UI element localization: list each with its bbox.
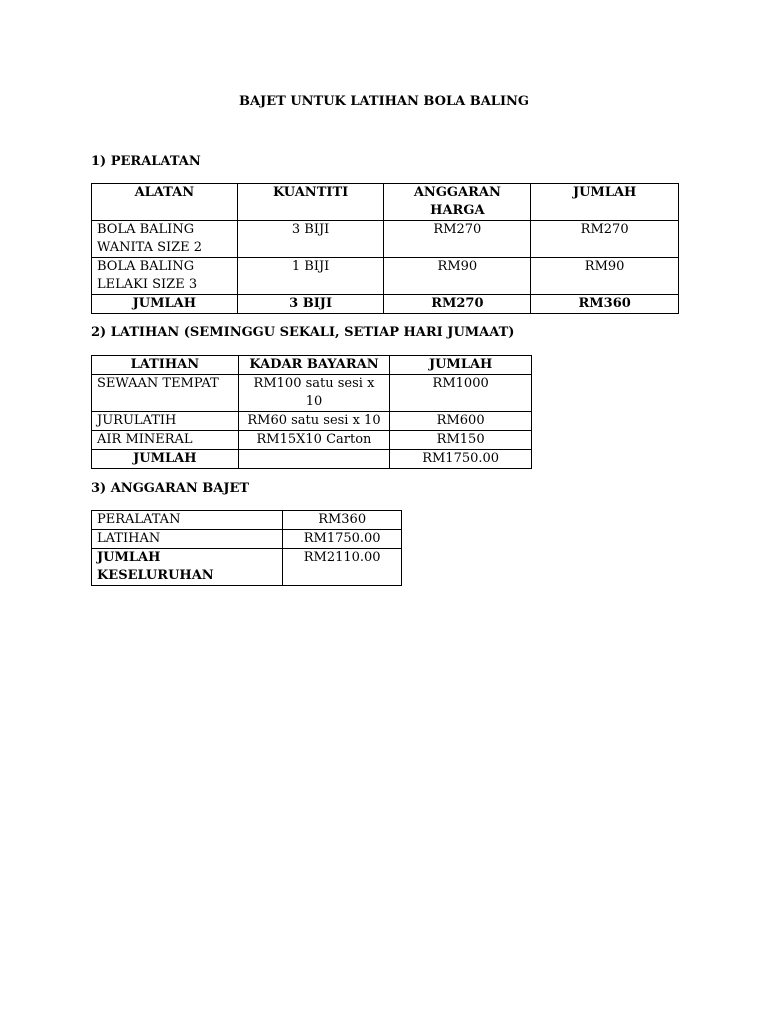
total-value: RM2110.00: [283, 549, 402, 586]
cell-alatan-line2: LELAKI SIZE 3: [97, 277, 198, 292]
table-total-row: [92, 549, 402, 586]
section-heading-bajet: 3) ANGGARAN BAJET: [91, 481, 250, 496]
cell-kadar: RM60 satu sesi x 10: [238, 412, 390, 431]
cell-kuantiti: 1 BIJI: [237, 258, 384, 295]
cell-bajet-value: RM360: [283, 511, 402, 530]
table-header-row: [92, 356, 532, 375]
cell-alatan-line1: BOLA BALING: [97, 259, 195, 274]
cell-jumlah: RM90: [531, 258, 679, 295]
cell-kuantiti: 3 BIJI: [237, 221, 384, 258]
section-heading-peralatan: 1) PERALATAN: [91, 154, 201, 169]
table-row: [92, 412, 532, 431]
column-header-kadar: KADAR BAYARAN: [238, 356, 390, 375]
table-row: [92, 431, 532, 450]
total-harga: RM270: [384, 295, 531, 314]
cell-bajet-value: RM1750.00: [283, 530, 402, 549]
table-row: [92, 530, 402, 549]
cell-jumlah: RM600: [390, 412, 532, 431]
column-header-jumlah: JUMLAH: [531, 184, 679, 221]
section-heading-latihan: 2) LATIHAN (SEMINGGU SEKALI, SETIAP HARI JUMAAT): [91, 325, 515, 340]
table-total-row: [92, 450, 532, 469]
table-row: [92, 511, 402, 530]
column-header-jumlah: JUMLAH: [390, 356, 532, 375]
cell-alatan-line1: BOLA BALING: [97, 222, 195, 237]
total-label: JUMLAH KESELURUHAN: [92, 549, 283, 586]
cell-kadar: RM100 satu sesi x 10: [238, 375, 390, 412]
cell-harga: RM90: [384, 258, 531, 295]
column-header-alatan: ALATAN: [92, 184, 238, 221]
total-kuantiti: 3 BIJI: [237, 295, 384, 314]
cell-alatan-line2: WANITA SIZE 2: [97, 240, 203, 255]
total-jumlah: RM360: [531, 295, 679, 314]
cell-latihan: SEWAAN TEMPAT: [92, 375, 239, 412]
total-kadar: [238, 450, 390, 469]
cell-jumlah: RM1000: [390, 375, 532, 412]
column-header-kuantiti: KUANTITI: [237, 184, 384, 221]
latihan-table: [91, 355, 532, 469]
cell-kadar: RM15X10 Carton: [238, 431, 390, 450]
table-row: [92, 258, 679, 295]
cell-harga: RM270: [384, 221, 531, 258]
total-label: JUMLAH: [92, 295, 238, 314]
cell-bajet-label: PERALATAN: [92, 511, 283, 530]
cell-jumlah: RM150: [390, 431, 532, 450]
cell-bajet-label: LATIHAN: [92, 530, 283, 549]
cell-alatan: [92, 258, 238, 295]
cell-jumlah: RM270: [531, 221, 679, 258]
cell-alatan: [92, 221, 238, 258]
total-jumlah: RM1750.00: [390, 450, 532, 469]
table-row: [92, 375, 532, 412]
table-total-row: [92, 295, 679, 314]
column-header-harga: ANGGARAN HARGA: [384, 184, 531, 221]
column-header-latihan: LATIHAN: [92, 356, 239, 375]
total-label: JUMLAH: [92, 450, 239, 469]
peralatan-table: [91, 183, 679, 314]
cell-latihan: JURULATIH: [92, 412, 239, 431]
table-row: [92, 221, 679, 258]
cell-latihan: AIR MINERAL: [92, 431, 239, 450]
bajet-table: [91, 510, 402, 586]
page-title: BAJET UNTUK LATIHAN BOLA BALING: [238, 94, 530, 109]
table-header-row: [92, 184, 679, 221]
